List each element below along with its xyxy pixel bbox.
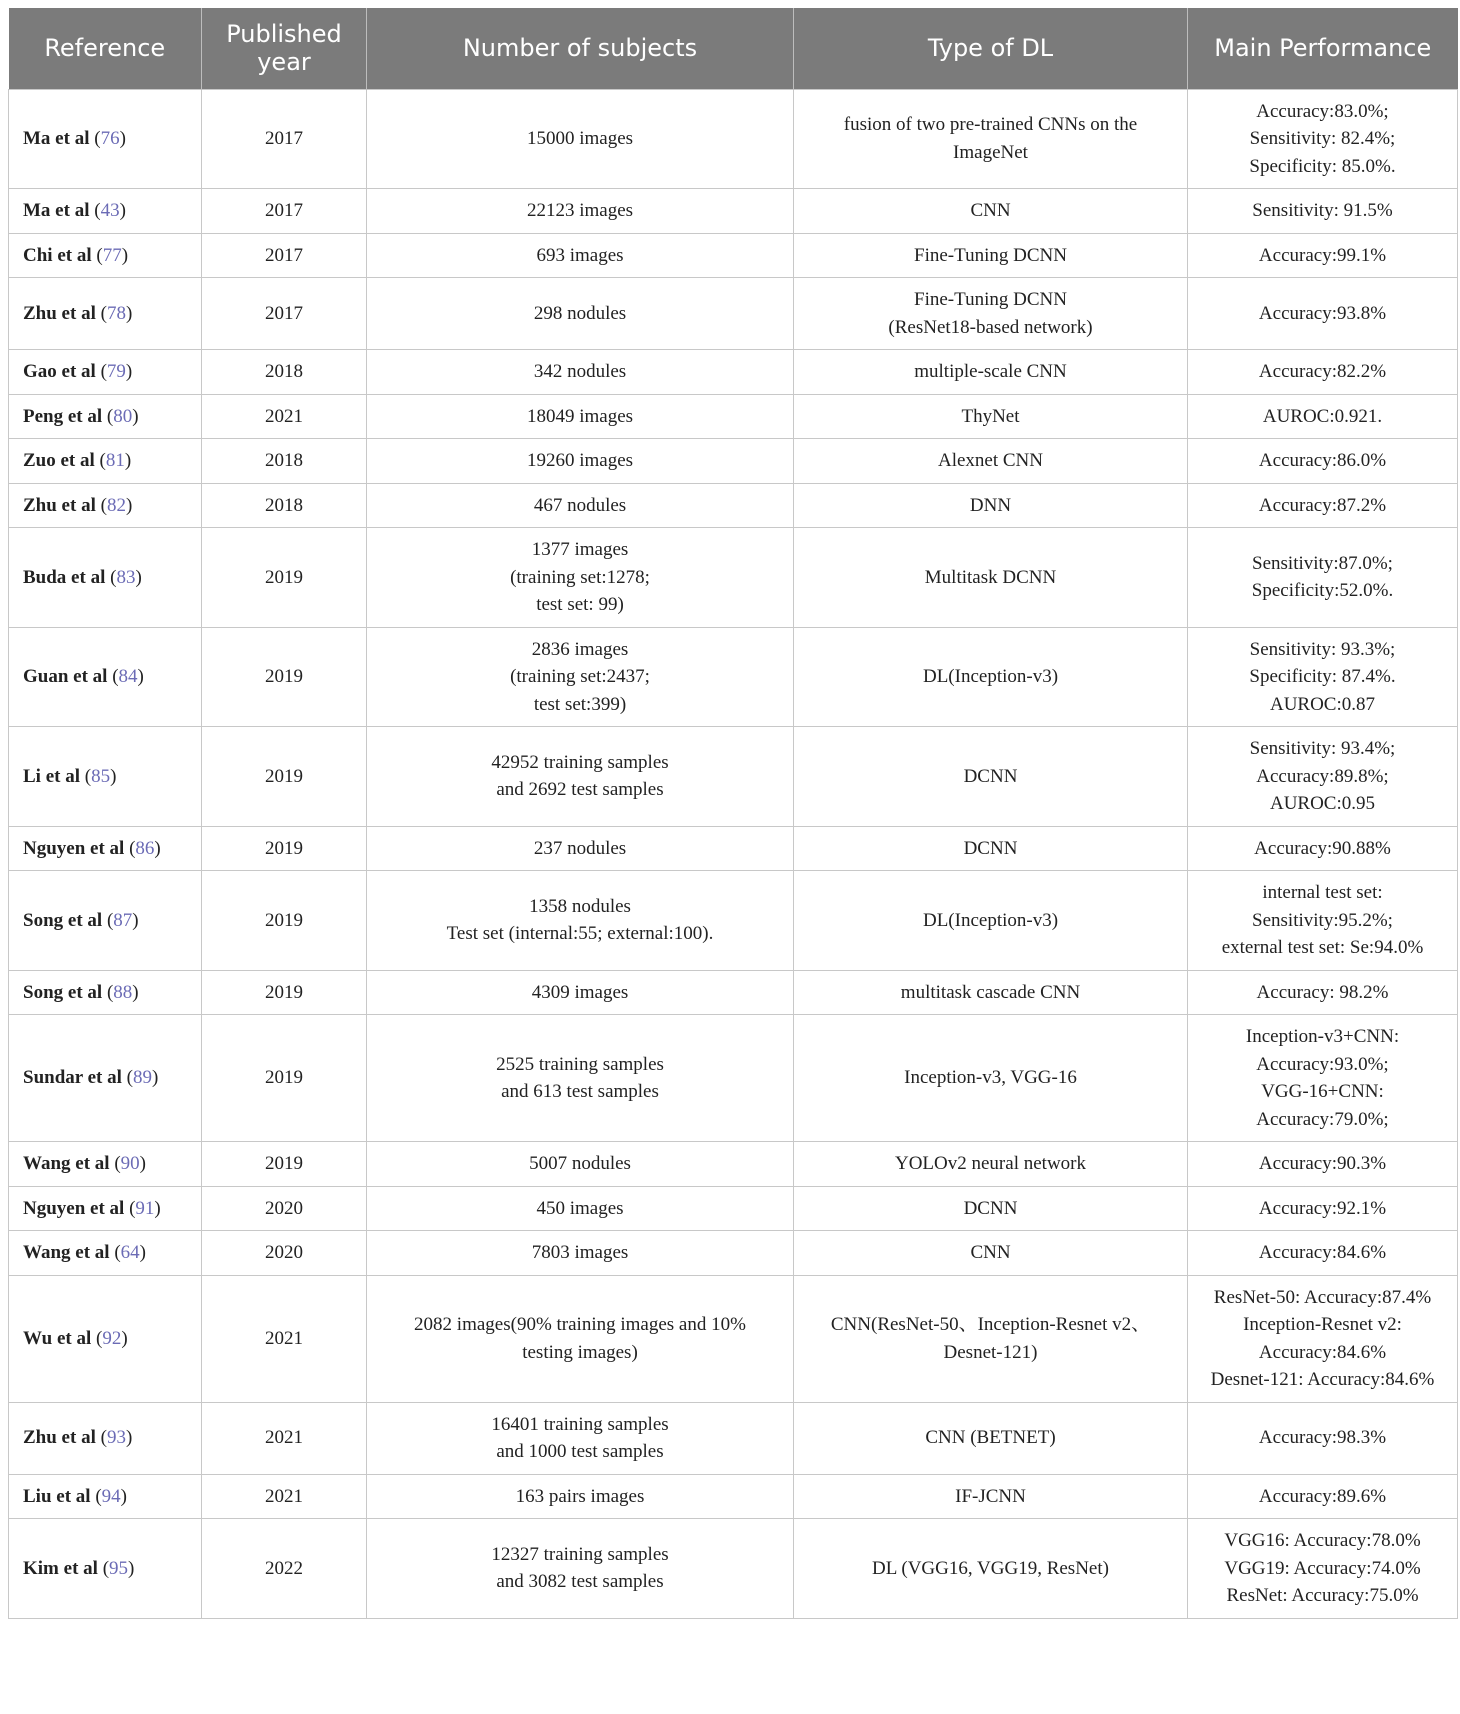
author-name: Zhu et al bbox=[23, 1427, 96, 1449]
cell-reference: Song et al (88) bbox=[9, 970, 202, 1015]
citation-link[interactable]: 80 bbox=[113, 405, 133, 427]
citation-link[interactable]: 93 bbox=[106, 1427, 126, 1449]
citation-link[interactable]: 43 bbox=[100, 200, 120, 221]
author-name: Zhu et al bbox=[23, 302, 96, 324]
cell-main-performance: Accuracy:90.88% bbox=[1188, 826, 1458, 871]
cell-type-of-dl: CNN bbox=[794, 1231, 1188, 1276]
cell-published-year: 2017 bbox=[202, 189, 367, 234]
cell-number-of-subjects: 1377 images (training set:1278; test set: 99) bbox=[367, 528, 794, 628]
cell-number-of-subjects: 1358 nodules Test set (internal:55; external:100). bbox=[367, 871, 794, 971]
cell-reference: Wang et al (64) bbox=[9, 1231, 202, 1276]
header-reference: Reference bbox=[9, 8, 202, 89]
citation-link[interactable]: 91 bbox=[135, 1197, 155, 1219]
cell-number-of-subjects: 42952 training samples and 2692 test samples bbox=[367, 727, 794, 827]
cell-published-year: 2018 bbox=[202, 350, 367, 395]
table-row bbox=[9, 1231, 1458, 1276]
author-name: Guan et al bbox=[23, 666, 108, 687]
cell-published-year: 2021 bbox=[202, 394, 367, 439]
cell-type-of-dl: DL(Inception-v3) bbox=[794, 627, 1188, 727]
author-name: Gao et al bbox=[23, 361, 96, 382]
author-name: Peng et al bbox=[23, 405, 103, 427]
citation-link[interactable]: 81 bbox=[105, 450, 125, 471]
cell-type-of-dl: Inception-v3, VGG-16 bbox=[794, 1015, 1188, 1142]
cell-main-performance: AUROC:0.921. bbox=[1188, 394, 1458, 439]
cell-type-of-dl: DCNN bbox=[794, 727, 1188, 827]
cell-number-of-subjects: 22123 images bbox=[367, 189, 794, 234]
citation-link[interactable]: 84 bbox=[118, 666, 138, 687]
citation-link[interactable]: 92 bbox=[102, 1327, 122, 1349]
cell-main-performance: Sensitivity: 91.5% bbox=[1188, 189, 1458, 234]
cell-type-of-dl: multitask cascade CNN bbox=[794, 970, 1188, 1015]
author-name: Ma et al bbox=[23, 128, 90, 149]
cell-type-of-dl: CNN(ResNet-50、Inception-Resnet v2、 Desnet-121) bbox=[794, 1275, 1188, 1402]
cell-published-year: 2019 bbox=[202, 1142, 367, 1187]
cell-main-performance: Accuracy:89.6% bbox=[1188, 1474, 1458, 1519]
cell-number-of-subjects: 7803 images bbox=[367, 1231, 794, 1276]
cell-published-year: 2017 bbox=[202, 89, 367, 189]
cell-reference: Zhu et al (82) bbox=[9, 483, 202, 528]
table-row bbox=[9, 1474, 1458, 1519]
table-row bbox=[9, 871, 1458, 971]
references-table-container bbox=[8, 8, 1457, 1619]
cell-main-performance: Inception-v3+CNN: Accuracy:93.0%; VGG-16+CNN: Accuracy:79.0%; bbox=[1188, 1015, 1458, 1142]
citation-link[interactable]: 85 bbox=[91, 765, 111, 787]
citation-link[interactable]: 87 bbox=[113, 909, 133, 931]
cell-reference: Ma et al (43) bbox=[9, 189, 202, 234]
cell-type-of-dl: Fine-Tuning DCNN bbox=[794, 233, 1188, 278]
cell-main-performance: Sensitivity: 93.4%; Accuracy:89.8%; AUROC:0.95 bbox=[1188, 727, 1458, 827]
cell-reference: Li et al (85) bbox=[9, 727, 202, 827]
cell-type-of-dl: DCNN bbox=[794, 1186, 1188, 1231]
header-number-of-subjects: Number of subjects bbox=[367, 8, 794, 89]
cell-number-of-subjects: 2836 images (training set:2437; test set:399) bbox=[367, 627, 794, 727]
author-name: Kim et al bbox=[23, 1557, 98, 1579]
cell-number-of-subjects: 4309 images bbox=[367, 970, 794, 1015]
table-row bbox=[9, 439, 1458, 484]
citation-link[interactable]: 89 bbox=[132, 1067, 152, 1089]
table-row bbox=[9, 189, 1458, 234]
table-row bbox=[9, 1186, 1458, 1231]
cell-type-of-dl: Alexnet CNN bbox=[794, 439, 1188, 484]
cell-reference: Zuo et al (81) bbox=[9, 439, 202, 484]
cell-number-of-subjects: 19260 images bbox=[367, 439, 794, 484]
author-name: Wang et al bbox=[23, 1153, 110, 1174]
cell-reference: Peng et al (80) bbox=[9, 394, 202, 439]
cell-type-of-dl: CNN bbox=[794, 189, 1188, 234]
cell-reference: Kim et al (95) bbox=[9, 1519, 202, 1619]
cell-reference: Zhu et al (78) bbox=[9, 278, 202, 350]
citation-link[interactable]: 77 bbox=[102, 244, 122, 266]
cell-published-year: 2019 bbox=[202, 727, 367, 827]
cell-main-performance: ResNet-50: Accuracy:87.4% Inception-Resnet v2: Accuracy:84.6% Desnet-121: Accuracy:84.6% bbox=[1188, 1275, 1458, 1402]
cell-published-year: 2020 bbox=[202, 1186, 367, 1231]
citation-link[interactable]: 88 bbox=[113, 981, 133, 1003]
cell-reference: Ma et al (76) bbox=[9, 89, 202, 189]
table-row bbox=[9, 278, 1458, 350]
table-row bbox=[9, 727, 1458, 827]
cell-published-year: 2017 bbox=[202, 278, 367, 350]
cell-reference: Gao et al (79) bbox=[9, 350, 202, 395]
cell-main-performance: Accuracy:92.1% bbox=[1188, 1186, 1458, 1231]
cell-published-year: 2018 bbox=[202, 483, 367, 528]
cell-reference: Song et al (87) bbox=[9, 871, 202, 971]
cell-published-year: 2019 bbox=[202, 528, 367, 628]
cell-main-performance: VGG16: Accuracy:78.0% VGG19: Accuracy:74.0% ResNet: Accuracy:75.0% bbox=[1188, 1519, 1458, 1619]
cell-reference: Liu et al (94) bbox=[9, 1474, 202, 1519]
citation-link[interactable]: 95 bbox=[109, 1557, 129, 1579]
cell-published-year: 2021 bbox=[202, 1402, 367, 1474]
cell-number-of-subjects: 5007 nodules bbox=[367, 1142, 794, 1187]
cell-number-of-subjects: 16401 training samples and 1000 test samples bbox=[367, 1402, 794, 1474]
citation-link[interactable]: 64 bbox=[120, 1242, 140, 1263]
cell-number-of-subjects: 693 images bbox=[367, 233, 794, 278]
cell-type-of-dl: DCNN bbox=[794, 826, 1188, 871]
citation-link[interactable]: 94 bbox=[101, 1485, 121, 1507]
cell-type-of-dl: Multitask DCNN bbox=[794, 528, 1188, 628]
cell-reference: Guan et al (84) bbox=[9, 627, 202, 727]
table-row bbox=[9, 1519, 1458, 1619]
cell-number-of-subjects: 342 nodules bbox=[367, 350, 794, 395]
table-row bbox=[9, 1402, 1458, 1474]
cell-main-performance: Accuracy:90.3% bbox=[1188, 1142, 1458, 1187]
citation-link[interactable]: 76 bbox=[100, 128, 120, 149]
cell-type-of-dl: YOLOv2 neural network bbox=[794, 1142, 1188, 1187]
cell-main-performance: internal test set: Sensitivity:95.2%; external test set: Se:94.0% bbox=[1188, 871, 1458, 971]
header-main-performance: Main Performance bbox=[1188, 8, 1458, 89]
cell-main-performance: Sensitivity: 93.3%; Specificity: 87.4%. AUROC:0.87 bbox=[1188, 627, 1458, 727]
table-row bbox=[9, 89, 1458, 189]
table-row bbox=[9, 233, 1458, 278]
cell-main-performance: Accuracy: 98.2% bbox=[1188, 970, 1458, 1015]
table-row bbox=[9, 826, 1458, 871]
cell-published-year: 2017 bbox=[202, 233, 367, 278]
cell-type-of-dl: Fine-Tuning DCNN (ResNet18-based network) bbox=[794, 278, 1188, 350]
references-table bbox=[8, 8, 1458, 1619]
citation-link[interactable]: 78 bbox=[106, 302, 126, 324]
table-row bbox=[9, 483, 1458, 528]
cell-number-of-subjects: 467 nodules bbox=[367, 483, 794, 528]
cell-reference: Wang et al (90) bbox=[9, 1142, 202, 1187]
cell-reference: Nguyen et al (86) bbox=[9, 826, 202, 871]
cell-reference: Wu et al (92) bbox=[9, 1275, 202, 1402]
cell-main-performance: Accuracy:86.0% bbox=[1188, 439, 1458, 484]
cell-type-of-dl: fusion of two pre-trained CNNs on the ImageNet bbox=[794, 89, 1188, 189]
cell-reference: Sundar et al (89) bbox=[9, 1015, 202, 1142]
table-body bbox=[9, 89, 1458, 1618]
cell-type-of-dl: multiple-scale CNN bbox=[794, 350, 1188, 395]
table-header-row bbox=[9, 8, 1458, 89]
cell-main-performance: Accuracy:84.6% bbox=[1188, 1231, 1458, 1276]
cell-published-year: 2022 bbox=[202, 1519, 367, 1619]
header-published-year: Published year bbox=[202, 8, 367, 89]
cell-number-of-subjects: 18049 images bbox=[367, 394, 794, 439]
table-row bbox=[9, 970, 1458, 1015]
cell-type-of-dl: ThyNet bbox=[794, 394, 1188, 439]
table-row bbox=[9, 394, 1458, 439]
author-name: Nguyen et al bbox=[23, 837, 125, 859]
cell-number-of-subjects: 163 pairs images bbox=[367, 1474, 794, 1519]
cell-reference: Nguyen et al (91) bbox=[9, 1186, 202, 1231]
citation-link[interactable]: 82 bbox=[106, 494, 126, 516]
table-row bbox=[9, 1142, 1458, 1187]
table-row bbox=[9, 528, 1458, 628]
cell-main-performance: Accuracy:83.0%; Sensitivity: 82.4%; Specificity: 85.0%. bbox=[1188, 89, 1458, 189]
cell-type-of-dl: CNN (BETNET) bbox=[794, 1402, 1188, 1474]
citation-link[interactable]: 86 bbox=[135, 837, 155, 859]
cell-published-year: 2019 bbox=[202, 970, 367, 1015]
cell-number-of-subjects: 237 nodules bbox=[367, 826, 794, 871]
cell-published-year: 2019 bbox=[202, 1015, 367, 1142]
cell-main-performance: Accuracy:98.3% bbox=[1188, 1402, 1458, 1474]
cell-reference: Zhu et al (93) bbox=[9, 1402, 202, 1474]
cell-main-performance: Accuracy:82.2% bbox=[1188, 350, 1458, 395]
author-name: Wu et al bbox=[23, 1327, 92, 1349]
author-name: Chi et al bbox=[23, 244, 92, 266]
cell-published-year: 2019 bbox=[202, 627, 367, 727]
cell-type-of-dl: DL(Inception-v3) bbox=[794, 871, 1188, 971]
cell-published-year: 2019 bbox=[202, 826, 367, 871]
cell-main-performance: Accuracy:93.8% bbox=[1188, 278, 1458, 350]
author-name: Liu et al bbox=[23, 1485, 91, 1507]
author-name: Buda et al bbox=[23, 566, 106, 588]
table-row bbox=[9, 350, 1458, 395]
author-name: Zuo et al bbox=[23, 450, 95, 471]
cell-published-year: 2020 bbox=[202, 1231, 367, 1276]
header-type-of-dl: Type of DL bbox=[794, 8, 1188, 89]
citation-link[interactable]: 79 bbox=[106, 361, 126, 382]
author-name: Li et al bbox=[23, 765, 80, 787]
table-row bbox=[9, 627, 1458, 727]
author-name: Sundar et al bbox=[23, 1067, 122, 1089]
cell-type-of-dl: DL (VGG16, VGG19, ResNet) bbox=[794, 1519, 1188, 1619]
author-name: Nguyen et al bbox=[23, 1197, 125, 1219]
cell-reference: Chi et al (77) bbox=[9, 233, 202, 278]
author-name: Song et al bbox=[23, 981, 103, 1003]
cell-published-year: 2018 bbox=[202, 439, 367, 484]
cell-type-of-dl: IF-JCNN bbox=[794, 1474, 1188, 1519]
cell-number-of-subjects: 12327 training samples and 3082 test samples bbox=[367, 1519, 794, 1619]
cell-published-year: 2021 bbox=[202, 1275, 367, 1402]
cell-main-performance: Accuracy:99.1% bbox=[1188, 233, 1458, 278]
citation-link[interactable]: 83 bbox=[116, 566, 136, 588]
table-row bbox=[9, 1015, 1458, 1142]
cell-type-of-dl: DNN bbox=[794, 483, 1188, 528]
citation-link[interactable]: 90 bbox=[120, 1153, 140, 1174]
cell-number-of-subjects: 2525 training samples and 613 test samples bbox=[367, 1015, 794, 1142]
author-name: Song et al bbox=[23, 909, 103, 931]
cell-published-year: 2021 bbox=[202, 1474, 367, 1519]
author-name: Wang et al bbox=[23, 1242, 110, 1263]
author-name: Zhu et al bbox=[23, 494, 96, 516]
cell-number-of-subjects: 298 nodules bbox=[367, 278, 794, 350]
cell-number-of-subjects: 450 images bbox=[367, 1186, 794, 1231]
cell-main-performance: Accuracy:87.2% bbox=[1188, 483, 1458, 528]
cell-number-of-subjects: 15000 images bbox=[367, 89, 794, 189]
author-name: Ma et al bbox=[23, 200, 90, 221]
table-row bbox=[9, 1275, 1458, 1402]
cell-published-year: 2019 bbox=[202, 871, 367, 971]
cell-reference: Buda et al (83) bbox=[9, 528, 202, 628]
cell-main-performance: Sensitivity:87.0%; Specificity:52.0%. bbox=[1188, 528, 1458, 628]
cell-number-of-subjects: 2082 images(90% training images and 10% testing images) bbox=[367, 1275, 794, 1402]
